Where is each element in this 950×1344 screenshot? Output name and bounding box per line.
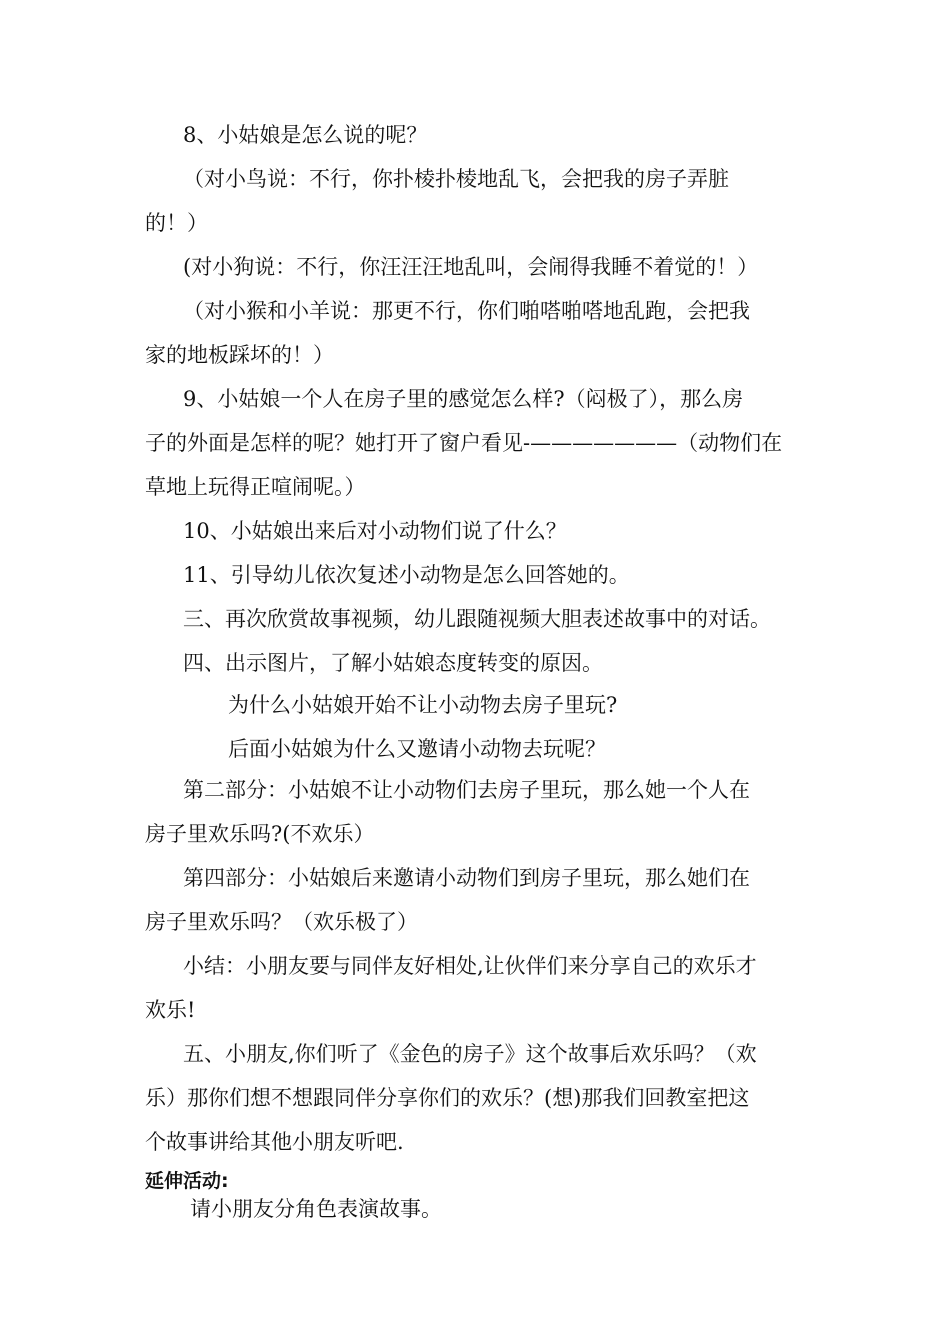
text-line: （对小猴和小羊说：那更不行，你们啪嗒啪嗒地乱跑，会把我 (183, 299, 750, 323)
text-line: 小结：小朋友要与同伴友好相处,让伙伴们来分享自己的欢乐才 (183, 954, 757, 978)
text-line: 房子里欢乐吗？（欢乐极了） (145, 910, 418, 934)
text-line: 后面小姑娘为什么又邀请小动物去玩呢？ (228, 737, 606, 761)
text-line: 草地上玩得正喧闹呢。） (145, 475, 366, 499)
text-line: 为什么小姑娘开始不让小动物去房子里玩? (228, 693, 618, 717)
text-line: 五、小朋友,你们听了《金色的房子》这个故事后欢乐吗？（欢 (183, 1042, 757, 1066)
text-line: 欢乐! (145, 998, 196, 1022)
text-line: 乐）那你们想不想跟同伴分享你们的欢乐？(想)那我们回教室把这 (145, 1086, 750, 1110)
text-line: 四、出示图片，了解小姑娘态度转变的原因。 (183, 651, 603, 675)
text-line: 子的外面是怎样的呢？她打开了窗户看见-———————（动物们在 (145, 431, 783, 455)
text-line: 第四部分：小姑娘后来邀请小动物们到房子里玩，那么她们在 (183, 866, 750, 890)
text-line: 的！） (145, 211, 208, 235)
text-line: 9、小姑娘一个人在房子里的感觉怎么样?（闷极了），那么房 (183, 387, 744, 411)
text-line: （对小鸟说：不行，你扑棱扑棱地乱飞，会把我的房子弄脏 (183, 167, 729, 191)
text-line: 8、小姑娘是怎么说的呢？ (183, 123, 428, 147)
text-line: 请小朋友分角色表演故事。 (190, 1197, 442, 1221)
text-line: 10、小姑娘出来后对小动物们说了什么？ (183, 519, 567, 543)
text-line: 三、再次欣赏故事视频，幼儿跟随视频大胆表述故事中的对话。 (183, 607, 771, 631)
text-line: 家的地板踩坏的！） (145, 343, 334, 367)
text-line: 房子里欢乐吗?(不欢乐） (145, 822, 375, 846)
text-line: 个故事讲给其他小朋友听吧. (145, 1130, 404, 1154)
text-line: 第二部分：小姑娘不让小动物们去房子里玩，那么她一个人在 (183, 778, 750, 802)
section-heading: 延伸活动: (145, 1170, 229, 1192)
text-line: (对小狗说：不行，你汪汪汪地乱叫，会闹得我睡不着觉的！） (183, 255, 759, 279)
text-line: 11、引导幼儿依次复述小动物是怎么回答她的。 (183, 563, 630, 587)
